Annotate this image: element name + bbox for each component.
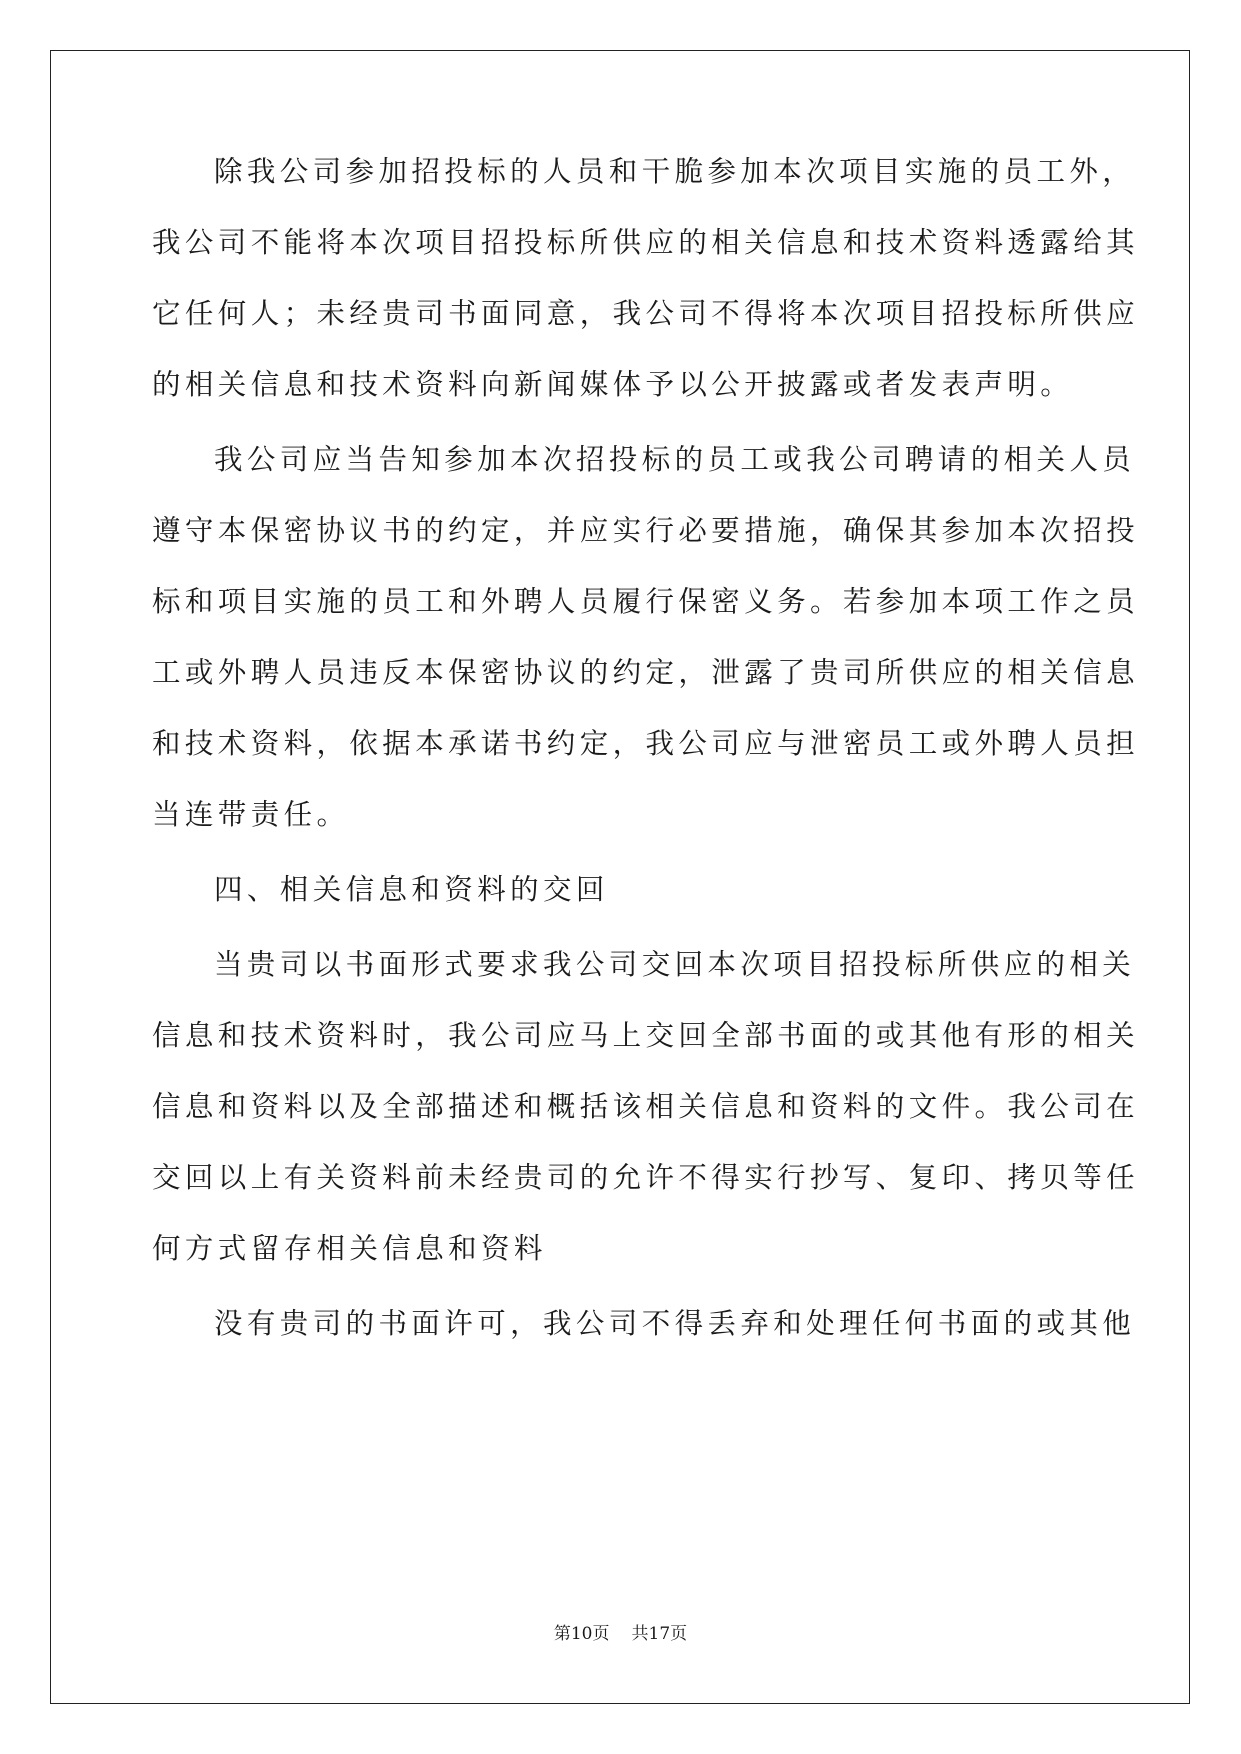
paragraph-3-line-4: 交回以上有关资料前未经贵司的允许不得实行抄写、复印、拷贝等任 [152,1161,1140,1194]
paragraph-1-line-2: 我公司不能将本次项目招投标所供应的相关信息和技术资料透露给其 [152,226,1140,259]
paragraph-3-line-5: 何方式留存相关信息和资料 [152,1232,547,1265]
paragraph-2-line-4: 工或外聘人员违反本保密协议的约定，泄露了贵司所供应的相关信息 [152,656,1140,689]
page-footer [0,1623,1241,1645]
paragraph-3-line-3: 信息和资料以及全部描述和概括该相关信息和资料的文件。我公司在 [152,1090,1140,1123]
paragraph-1-line-4: 的相关信息和技术资料向新闻媒体予以公开披露或者发表声明。 [152,368,1074,401]
paragraph-2-line-3: 标和项目实施的员工和外聘人员履行保密义务。若参加本项工作之员 [152,585,1140,618]
paragraph-3-line-1: 当贵司以书面形式要求我公司交回本次项目招投标所供应的相关 [214,948,1136,981]
paragraph-2-line-2: 遵守本保密协议书的约定，并应实行必要措施，确保其参加本次招投 [152,514,1140,547]
paragraph-1-line-1: 除我公司参加招投标的人员和干脆参加本次项目实施的员工外， [214,155,1136,188]
page-number: 第10页 [553,1624,610,1644]
paragraph-2-line-1: 我公司应当告知参加本次招投标的员工或我公司聘请的相关人员 [214,443,1136,476]
section-heading: 四、相关信息和资料的交回 [214,873,609,906]
paragraph-2-line-6: 当连带责任。 [152,798,350,831]
paragraph-2-line-5: 和技术资料，依据本承诺书约定，我公司应与泄密员工或外聘人员担 [152,727,1140,760]
paragraph-3-line-2: 信息和技术资料时，我公司应马上交回全部书面的或其他有形的相关 [152,1019,1140,1052]
paragraph-1-line-3: 它任何人；未经贵司书面同意，我公司不得将本次项目招投标所供应 [152,297,1140,330]
page-total: 共17页 [631,1624,688,1644]
paragraph-4-line-1: 没有贵司的书面许可，我公司不得丢弃和处理任何书面的或其他 [214,1307,1136,1340]
